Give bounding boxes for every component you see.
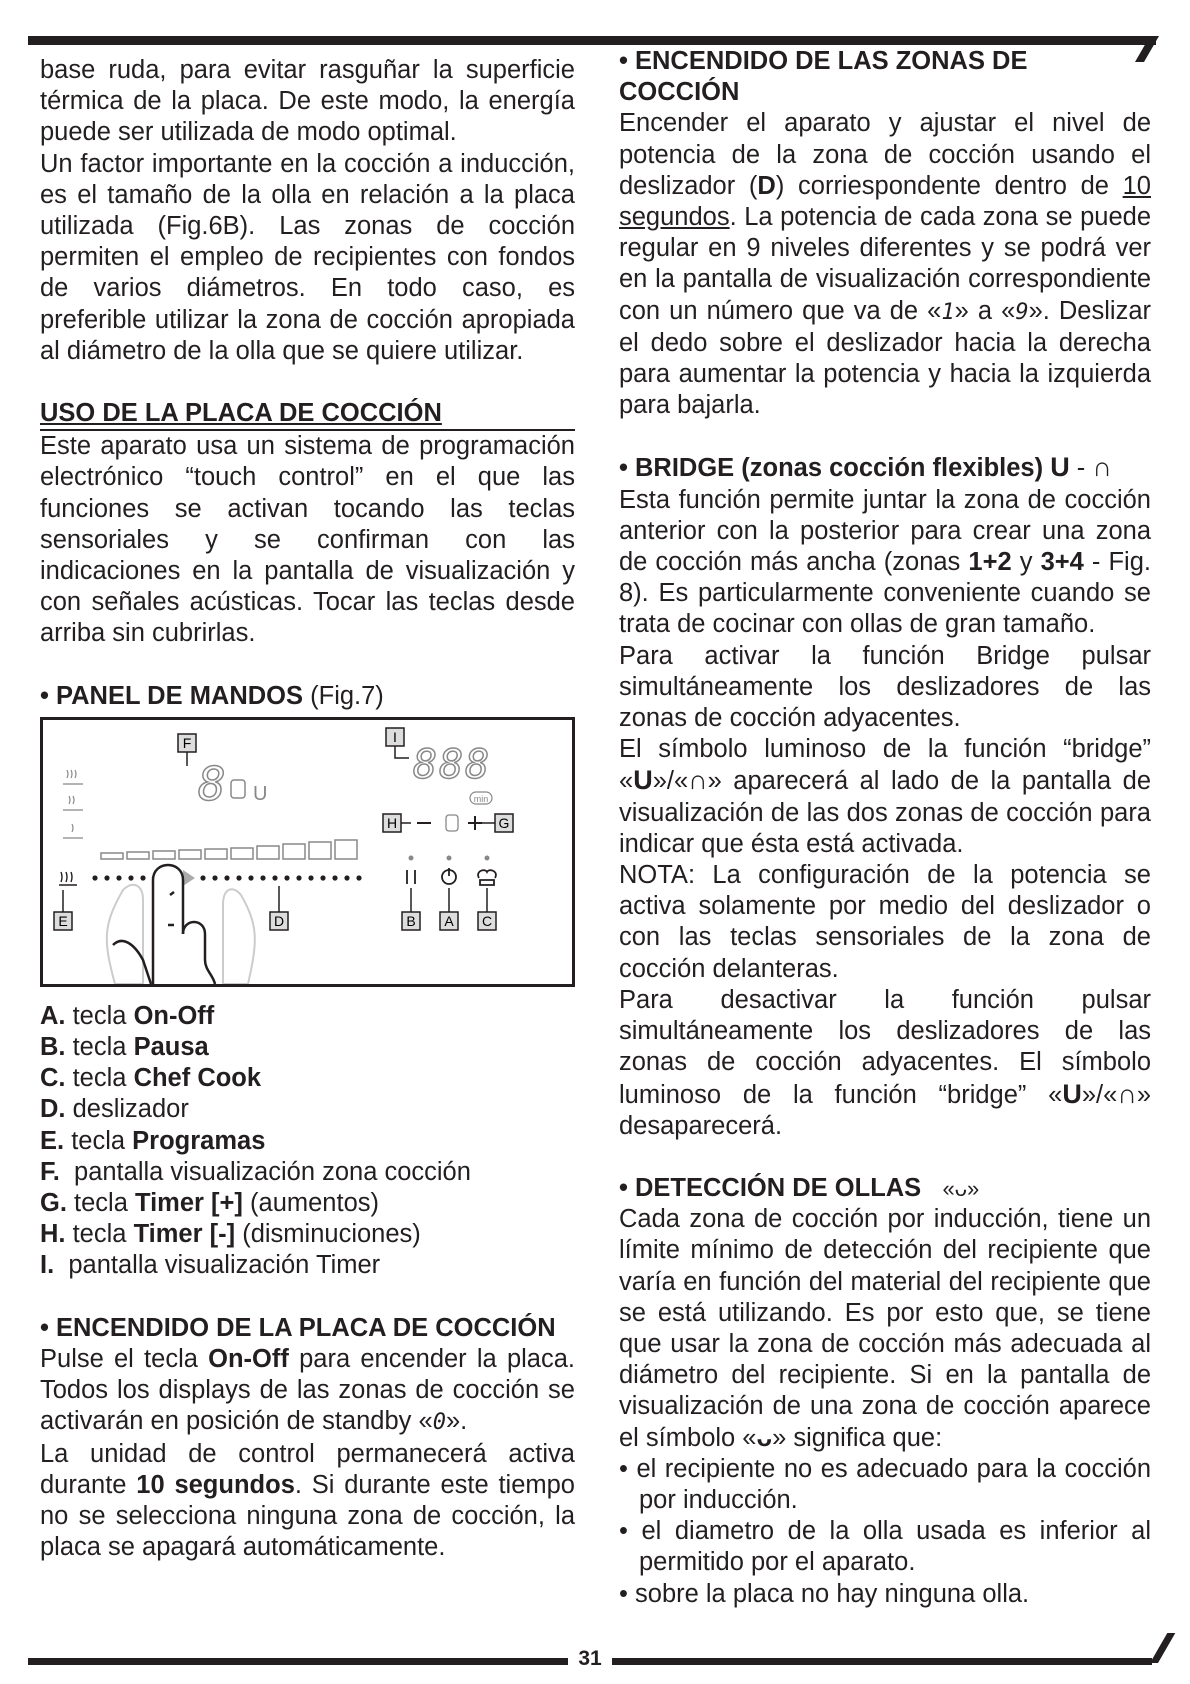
label-i: I: [393, 728, 397, 745]
text-run-underlined: 10 segundos: [619, 171, 1151, 232]
legend-letter: G.: [40, 1189, 67, 1218]
text-run: Pulse el tecla: [40, 1344, 198, 1373]
arrow-right-icon: [183, 870, 195, 886]
legend-item: [40, 1063, 575, 1094]
legend-letter: A.: [40, 1001, 66, 1030]
legend-item: [40, 1001, 575, 1032]
bridge-paragraph-3: [619, 734, 1151, 860]
legend-text: tecla: [72, 1064, 127, 1093]
text-run: . La potencia de cada zona se puede regular en 9 niveles diferentes y se podrá ver en la pantalla de visualización correspondiente con un número que va de «: [619, 203, 1151, 325]
uso-paragraph: Este aparato usa un sistema de programación electrónico “touch control” en el que las funciones se activan tocando las teclas sensoriales y se confirman con las indicaciones en la pantalla de visualización y con señales acústicas. Tocar las teclas desde arriba sin cubrirlas.: [40, 432, 575, 648]
bridge-u-icon: U: [633, 765, 653, 796]
text-run: Cada zona de cocción por inducción, tiene un límite mínimo de detección del recipiente que varía en función del material del recipiente que se está utilizando. Es por esto que, se tiene que usar la zona de cocción más adecuada al diámetro del recipiente. Si en la pantalla de visualización de una zona de cocción aparece el símbolo «: [619, 1205, 1151, 1452]
text-run: para encender la placa. Todos los displays de las zonas de cocción se activarán en posición de standby «: [40, 1344, 575, 1436]
deteccion-heading: [619, 1173, 1151, 1204]
finger-hand-drawing: [107, 865, 255, 984]
left-column: [40, 55, 575, 1563]
bridge-note: NOTA: La configuración de la potencia se activa solamente por medio del deslizador o con las teclas sensoriales de la zona de cocción delanteras.: [619, 861, 1151, 983]
legend-text: tecla: [72, 1001, 127, 1030]
deteccion-bullets: [619, 1454, 1151, 1610]
text-run: - Fig. 8). Es particularmente conveniente cuando se trata de cocinar con ollas de gran tamaño.: [619, 548, 1151, 639]
top-rule: [28, 36, 1156, 45]
bridge-paragraph-2: Para activar la función Bridge pulsar simultáneamente los deslizadores de las zonas de cocción adyacentes.: [619, 641, 1151, 733]
standby-symbol: 0: [432, 1410, 446, 1436]
control-panel-drawing: [43, 720, 573, 984]
text-run: y: [1019, 548, 1033, 577]
text-run: • BRIDGE (zonas cocción flexibles): [619, 454, 1044, 483]
legend-post: (aumentos): [250, 1189, 380, 1218]
text-run-bold: D: [757, 171, 776, 200]
chef-cook-icon: [478, 870, 496, 885]
uso-heading: [40, 398, 575, 431]
legend-item: [40, 1126, 575, 1157]
legend-letter: D.: [40, 1095, 66, 1124]
label-a: A: [444, 912, 454, 929]
slider-dots: [92, 875, 361, 880]
pot-detection-icon: «ᴗ»: [942, 1175, 980, 1201]
encendido-zonas-heading: • ENCENDIDO DE LAS ZONAS DE COCCIÓN: [619, 47, 1028, 107]
text-run: » a «: [954, 296, 1016, 325]
bottom-rule-right: [612, 1658, 1152, 1665]
bridge-paragraph-1: [619, 485, 1151, 641]
level-max-symbol: 9: [1015, 299, 1029, 325]
encendido-placa-paragraph-2: [40, 1439, 575, 1564]
text-run-bold: 1+2: [968, 548, 1012, 577]
intro-paragraph-2: Un factor importante en la cocción a inducción, es el tamaño de la olla en relación a la placa utilizada (Fig.6B). Las zonas de cocción permiten el empleo de recipientes con fondos de varios diámetros. En todo caso, es preferible utilizar la zona de cocción apropiada al diámetro de la olla que se quiere utilizar.: [40, 149, 575, 365]
legend-bold: Chef Cook: [133, 1064, 262, 1093]
list-item: • el diametro de la olla usada es inferior al permitido por el aparato.: [619, 1517, 1152, 1577]
bridge-u-icon: U: [1062, 1078, 1082, 1109]
bottom-rule-hook: [1150, 1633, 1175, 1663]
legend-text: tecla: [71, 1126, 126, 1155]
bridge-u-icon: U: [1050, 452, 1070, 483]
bridge-n-icon: ∩: [688, 765, 708, 796]
label-h: H: [386, 814, 398, 831]
legend-item: [40, 1032, 575, 1063]
timer-display: 888: [413, 741, 492, 788]
text-run-bold: 3+4: [1040, 548, 1084, 577]
zone-display: 8: [198, 756, 226, 811]
text-run: ».: [445, 1407, 468, 1436]
label-f: F: [182, 734, 192, 751]
panel-heading-title: PANEL DE MANDOS: [56, 681, 304, 710]
list-item-text: el diametro de la olla usada es inferior al permitido por el aparato.: [639, 1517, 1152, 1577]
legend-letter: B.: [40, 1033, 66, 1062]
text-run: • DETECCIÓN DE OLLAS: [619, 1173, 922, 1202]
programs-key-icon: [61, 872, 72, 882]
power-bars: [101, 840, 357, 859]
legend-letter: E.: [40, 1126, 65, 1155]
legend-text: tecla: [72, 1033, 127, 1062]
legend-bold: On-Off: [133, 1001, 215, 1030]
text-run: Para desactivar la función pulsar simultáneamente los deslizadores de las zonas de cocción adyacentes. El símbolo luminoso de la función “bridge” «: [619, 985, 1151, 1109]
panel-heading: [40, 681, 575, 712]
text-run-bold: 10 segundos: [136, 1470, 295, 1499]
legend-text: tecla: [74, 1189, 128, 1218]
list-item-text: sobre la placa no hay ninguna olla.: [635, 1579, 1030, 1608]
text-run: El símbolo luminoso de la función “bridge” «: [619, 735, 1151, 796]
encendido-placa-paragraph-1: [40, 1344, 575, 1439]
text-run-bold: On-Off: [208, 1344, 289, 1373]
bridge-n-icon: ∩: [1092, 452, 1112, 483]
min-label: min: [473, 793, 489, 804]
bridge-n-icon: ∩: [1117, 1078, 1137, 1109]
level-min-symbol: 1: [941, 299, 955, 325]
legend-item: [40, 1250, 575, 1281]
bridge-symbol: U: [253, 782, 268, 805]
right-column: [619, 46, 1151, 1610]
legend-letter: C.: [40, 1064, 66, 1093]
intro-paragraph-1: base ruda, para evitar rasguñar la superficie térmica de la placa. De este modo, la energía puede ser utilizada de modo optimal.: [40, 56, 575, 147]
text-run: Esta función permite juntar la zona de cocción anterior con la posterior para crear una zona de cocción más ancha (zonas: [619, 485, 1151, 577]
list-item: • sobre la placa no hay ninguna olla.: [619, 1579, 1030, 1608]
text-run: » desaparecerá.: [619, 1080, 1151, 1140]
list-item-text: el recipiente no es adecuado para la cocción por inducción.: [636, 1454, 1152, 1514]
encendido-zonas-paragraph: [619, 108, 1151, 421]
timer-key-icon: [446, 815, 458, 831]
text-run: » significa que:: [772, 1423, 943, 1452]
list-item: • el recipiente no es adecuado para la cocción por inducción.: [619, 1454, 1152, 1514]
label-d: D: [273, 912, 285, 929]
encendido-placa-heading: • ENCENDIDO DE LA PLACA DE COCCIÓN: [40, 1313, 556, 1342]
bridge-paragraph-5: [619, 985, 1151, 1142]
legend-item: [40, 1094, 575, 1125]
legend-item: [40, 1157, 575, 1188]
legend-text: pantalla visualización zona cocción: [74, 1157, 471, 1186]
label-g: G: [498, 814, 510, 831]
legend-list: [40, 1001, 575, 1282]
text-run: -: [1076, 454, 1086, 483]
text-run: ». Deslizar el dedo sobre el deslizador hacia la derecha para aumentar la potencia y hacia la izquierda para bajarla.: [619, 296, 1151, 420]
label-e: E: [58, 912, 68, 929]
legend-letter: I.: [40, 1251, 55, 1280]
legend-bold: Programas: [132, 1126, 266, 1155]
program-icons: [63, 770, 83, 838]
panel-heading-bullet: •: [40, 681, 49, 710]
label-c: C: [481, 912, 493, 929]
page-number: 31: [578, 1647, 602, 1670]
text-run: Encender el aparato y ajustar el nivel de potencia de la zona de cocción usando el deslizador (: [619, 109, 1151, 200]
uso-heading-text: USO DE LA PLACA DE COCCIÓN: [40, 399, 442, 428]
legend-letter: H.: [40, 1220, 66, 1249]
deteccion-paragraph: [619, 1204, 1151, 1454]
text-run: . Si durante este tiempo no se selecciona ninguna zona de cocción, la placa se apagará automáticamente.: [40, 1470, 575, 1562]
legend-bold: Timer [+]: [134, 1189, 243, 1218]
legend-letter: F.: [40, 1157, 60, 1186]
control-panel-figure: [40, 717, 575, 987]
legend-text: deslizador: [72, 1095, 189, 1124]
label-b: B: [406, 912, 416, 929]
bridge-heading: [619, 452, 1151, 484]
legend-post: (disminuciones): [242, 1220, 421, 1249]
text-run: »/«: [1081, 1080, 1118, 1109]
text-run: »/«: [652, 767, 689, 796]
legend-item: [40, 1219, 575, 1250]
legend-item: [40, 1188, 575, 1219]
legend-bold: Pausa: [133, 1033, 209, 1062]
text-run: » aparecerá al lado de la pantalla de visualización de las dos zonas de cocción para indicar que ésta está activada.: [619, 767, 1151, 858]
text-run: La unidad de control permanecerá activa durante: [40, 1439, 575, 1499]
bridge-icon: [231, 780, 245, 798]
panel-heading-ref: (Fig.7): [310, 681, 384, 710]
legend-text: tecla: [72, 1220, 127, 1249]
pot-detection-icon: ᴗ: [756, 1423, 773, 1452]
bottom-rule-left: [28, 1658, 568, 1665]
text-run: ) corriespondente dentro de: [775, 171, 1109, 200]
legend-bold: Timer [-]: [133, 1220, 236, 1249]
legend-text: pantalla visualización Timer: [68, 1251, 381, 1280]
